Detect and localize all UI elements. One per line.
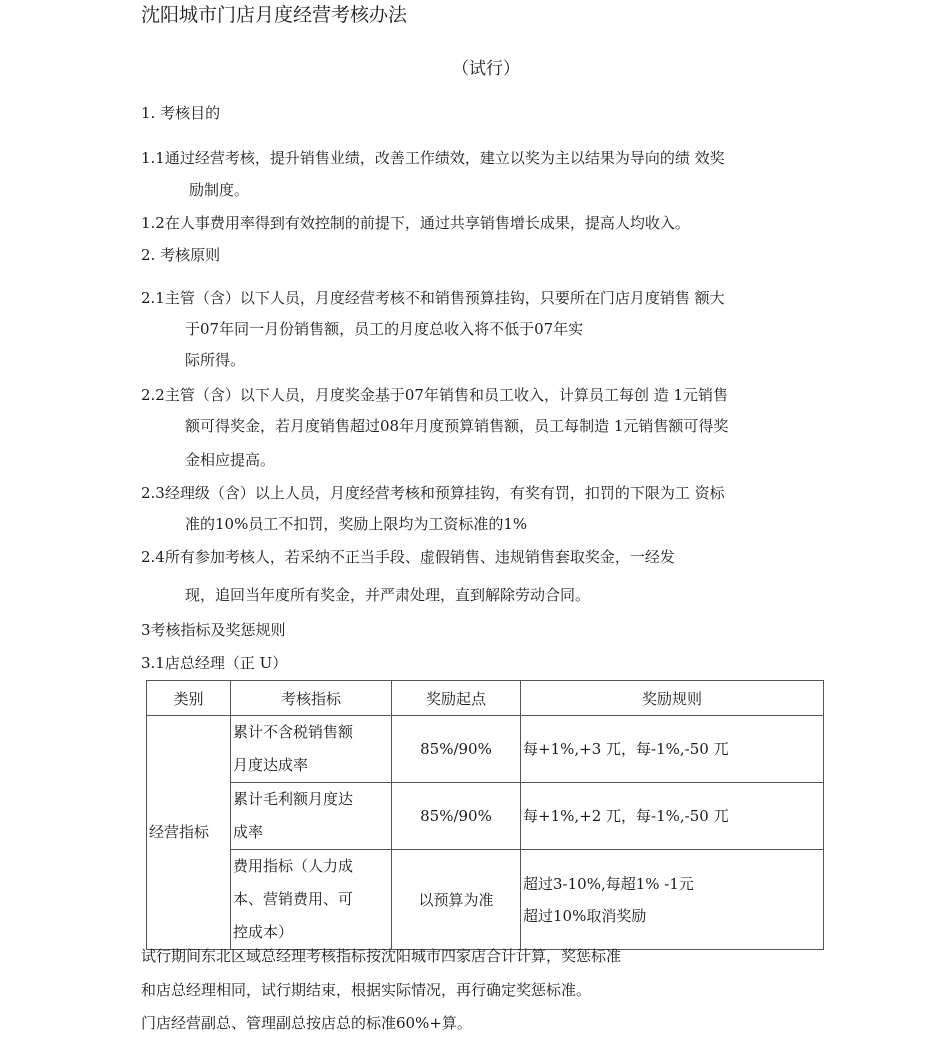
footer-line-2: 和店总经理相同，试行期结束，根据实际情况，再行确定奖惩标准。	[141, 981, 592, 999]
rule-line: 每+1%,+2 兀，每-1%,-50 兀	[523, 807, 729, 825]
indicator-line: 本、营销费用、可	[233, 890, 354, 908]
header-rule: 奖励规则	[521, 681, 824, 716]
indicator-cell	[231, 783, 392, 850]
threshold-cell: 85%/90%	[392, 783, 521, 850]
indicator-line: 费用指标（人力成	[233, 857, 354, 875]
rule-line: 超过3-10%,每超1% -1元	[523, 874, 694, 893]
indicator-cell	[231, 716, 392, 783]
paragraph-1-1: 1.1通过经营考核，提升销售业绩，改善工作绩效，建立以奖为主以结果为导向的绩 效奖	[141, 149, 725, 167]
paragraph-2-1-cont: 于07年同一月份销售额，员工的月度总收入将不低于07年实	[185, 320, 584, 338]
rule-line: 每+1%,+3 兀，每-1%,-50 兀	[523, 740, 729, 758]
rule-cell	[521, 783, 824, 850]
indicator-line: 月度达成率	[233, 756, 309, 774]
paragraph-1-1-cont: 励制度。	[189, 181, 250, 199]
paragraph-1-2: 1.2在人事费用率得到有效控制的前提下，通过共享销售增长成果，提高人均收入。	[141, 214, 690, 232]
paragraph-2-1-cont2: 际所得。	[185, 351, 246, 369]
section-heading-1: 1. 考核目的	[141, 104, 221, 122]
table-row	[147, 716, 824, 783]
paragraph-2-1: 2.1主管（含）以下人员，月度经营考核不和销售预算挂钩，只要所在门店月度销售 额大	[141, 289, 725, 307]
document-subtitle: （试行）	[452, 59, 520, 79]
threshold-cell: 85%/90%	[392, 716, 521, 783]
paragraph-2-3-cont: 准的10%员工不扣罚，奖励上限均为工资标准的1%	[185, 515, 528, 533]
paragraph-2-2-cont: 额可得奖金，若月度销售超过08年月度预算销售额，员工每制造 1元销售额可得奖	[185, 417, 729, 435]
category-cell: 经营指标	[147, 716, 231, 950]
header-indicator: 考核指标	[231, 681, 392, 716]
indicator-line: 累计不含税销售额	[233, 723, 354, 741]
document-title: 沈阳城市门店月度经营考核办法	[141, 4, 408, 26]
footer-line-3: 门店经营副总、管理副总按店总的标准60%+算。	[141, 1014, 472, 1032]
rule-cell	[521, 850, 824, 950]
rule-line: 超过10%取消奖励	[523, 906, 647, 925]
table-row	[147, 783, 824, 850]
indicator-line: 控成本）	[233, 923, 294, 941]
paragraph-2-2: 2.2主管（含）以下人员，月度奖金基于07年销售和员工收入，计算员工每创 造 1元销售	[141, 386, 729, 404]
indicator-cell	[231, 850, 392, 950]
indicator-line: 累计毛利额月度达	[233, 790, 354, 808]
section-heading-2: 2. 考核原则	[141, 246, 221, 264]
indicator-line: 成率	[233, 823, 264, 841]
section-heading-3-1: 3.1店总经理（正 U）	[141, 654, 288, 672]
paragraph-2-4-cont: 现，追回当年度所有奖金，并严肃处理，直到解除劳动合同。	[185, 586, 591, 604]
table-header-row	[147, 681, 824, 716]
assessment-table	[146, 680, 824, 950]
paragraph-2-4: 2.4所有参加考核人，若采纳不正当手段、虚假销售、违规销售套取奖金，一经发	[141, 548, 675, 566]
rule-cell	[521, 716, 824, 783]
footer-line-1: 试行期间东北区域总经理考核指标按沈阳城市四家店合计计算，奖惩标准	[141, 947, 622, 965]
table-row	[147, 850, 824, 950]
header-category: 类别	[147, 681, 231, 716]
header-threshold: 奖励起点	[392, 681, 521, 716]
paragraph-2-2-cont2: 金相应提高。	[185, 451, 276, 469]
threshold-cell: 以预算为准	[392, 850, 521, 950]
paragraph-2-3: 2.3经理级（含）以上人员，月度经营考核和预算挂钩，有奖有罚，扣罚的下限为工 资标	[141, 484, 725, 502]
section-heading-3: 3考核指标及奖惩规则	[141, 621, 286, 639]
